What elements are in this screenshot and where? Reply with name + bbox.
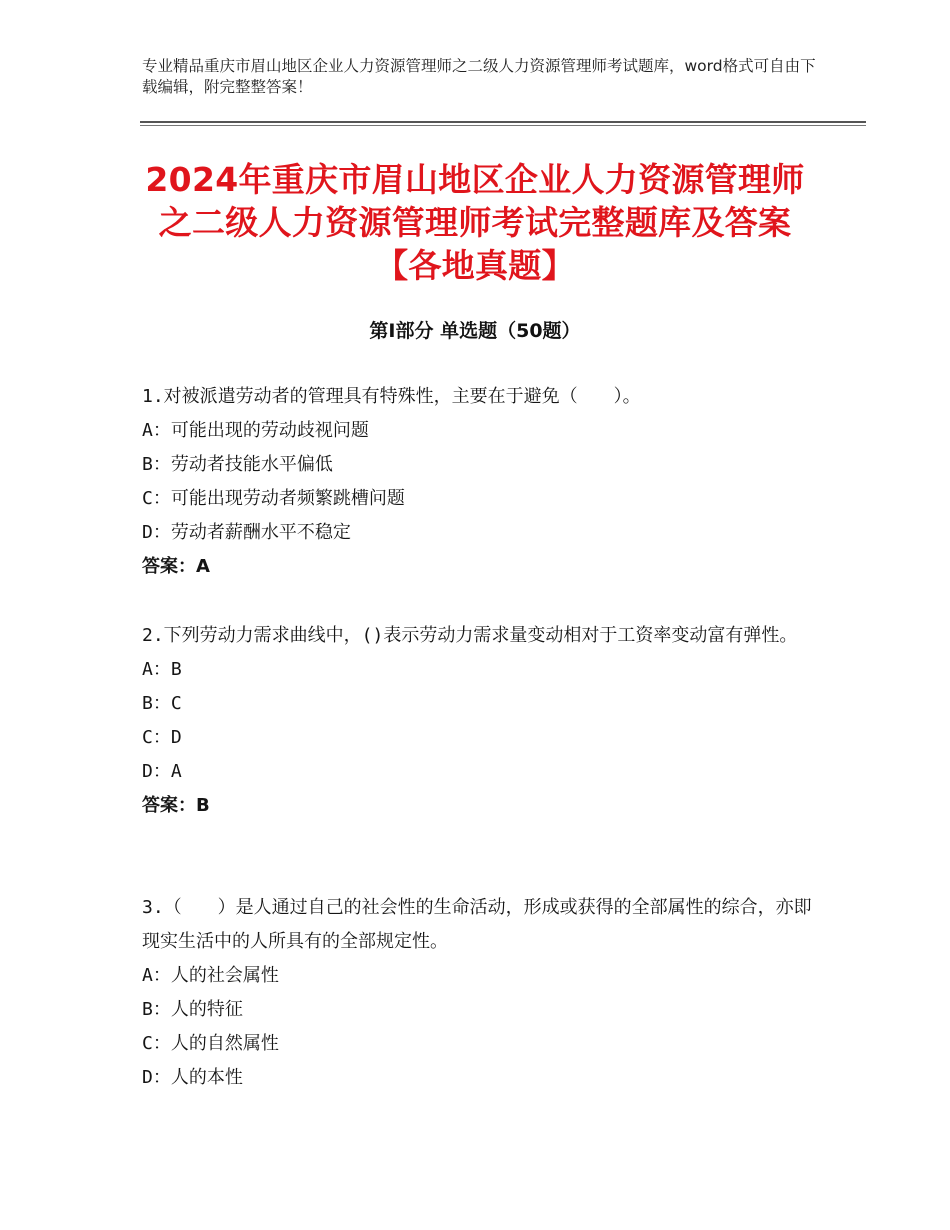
document-title — [120, 158, 830, 287]
question-1 — [142, 380, 812, 584]
question-3 — [142, 891, 812, 1095]
document-title-line-2: 之二级人力资源管理师考试完整题库及答案 — [158, 203, 792, 242]
question-option-c: C：D — [142, 727, 182, 748]
question-option-a: A：B — [142, 659, 182, 680]
question-option-b: B：劳动者技能水平偏低 — [142, 454, 333, 475]
section-heading: 第Ⅰ部分 单选题（50题） — [369, 320, 581, 342]
question-option-a: A：可能出现的劳动歧视问题 — [142, 420, 369, 441]
question-stem: 2.下列劳动力需求曲线中，()表示劳动力需求量变动相对于工资率变动富有弹性。 — [142, 625, 798, 646]
question-option-c: C：可能出现劳动者频繁跳槽问题 — [142, 488, 405, 509]
question-option-d: D：劳动者薪酬水平不稳定 — [142, 522, 351, 543]
header-divider-thin — [140, 125, 866, 126]
question-option-b: B：C — [142, 693, 182, 714]
question-option-d: D：人的本性 — [142, 1067, 243, 1088]
document-title-line-1: 2024年重庆市眉山地区企业人力资源管理师 — [145, 160, 805, 199]
question-option-d: D：A — [142, 761, 182, 782]
question-option-c: C：人的自然属性 — [142, 1033, 279, 1054]
question-answer: 答案：A — [142, 556, 210, 577]
header-divider — [140, 121, 866, 123]
question-stem: 1.对被派遣劳动者的管理具有特殊性，主要在于避免（ ）。 — [142, 386, 641, 407]
question-answer: 答案：B — [142, 795, 210, 816]
question-option-b: B：人的特征 — [142, 999, 243, 1020]
header-note: 专业精品重庆市眉山地区企业人力资源管理师之二级人力资源管理师考试题库，word格式可自由下载编辑，附完整整答案！ — [142, 57, 816, 96]
document-title-line-3: 【各地真题】 — [375, 246, 575, 285]
question-2 — [142, 619, 812, 823]
question-stem: 3.（ ）是人通过自己的社会性的生命活动，形成或获得的全部属性的综合，亦即现实生活中的人所具有的全部规定性。 — [142, 897, 812, 952]
question-option-a: A：人的社会属性 — [142, 965, 279, 986]
